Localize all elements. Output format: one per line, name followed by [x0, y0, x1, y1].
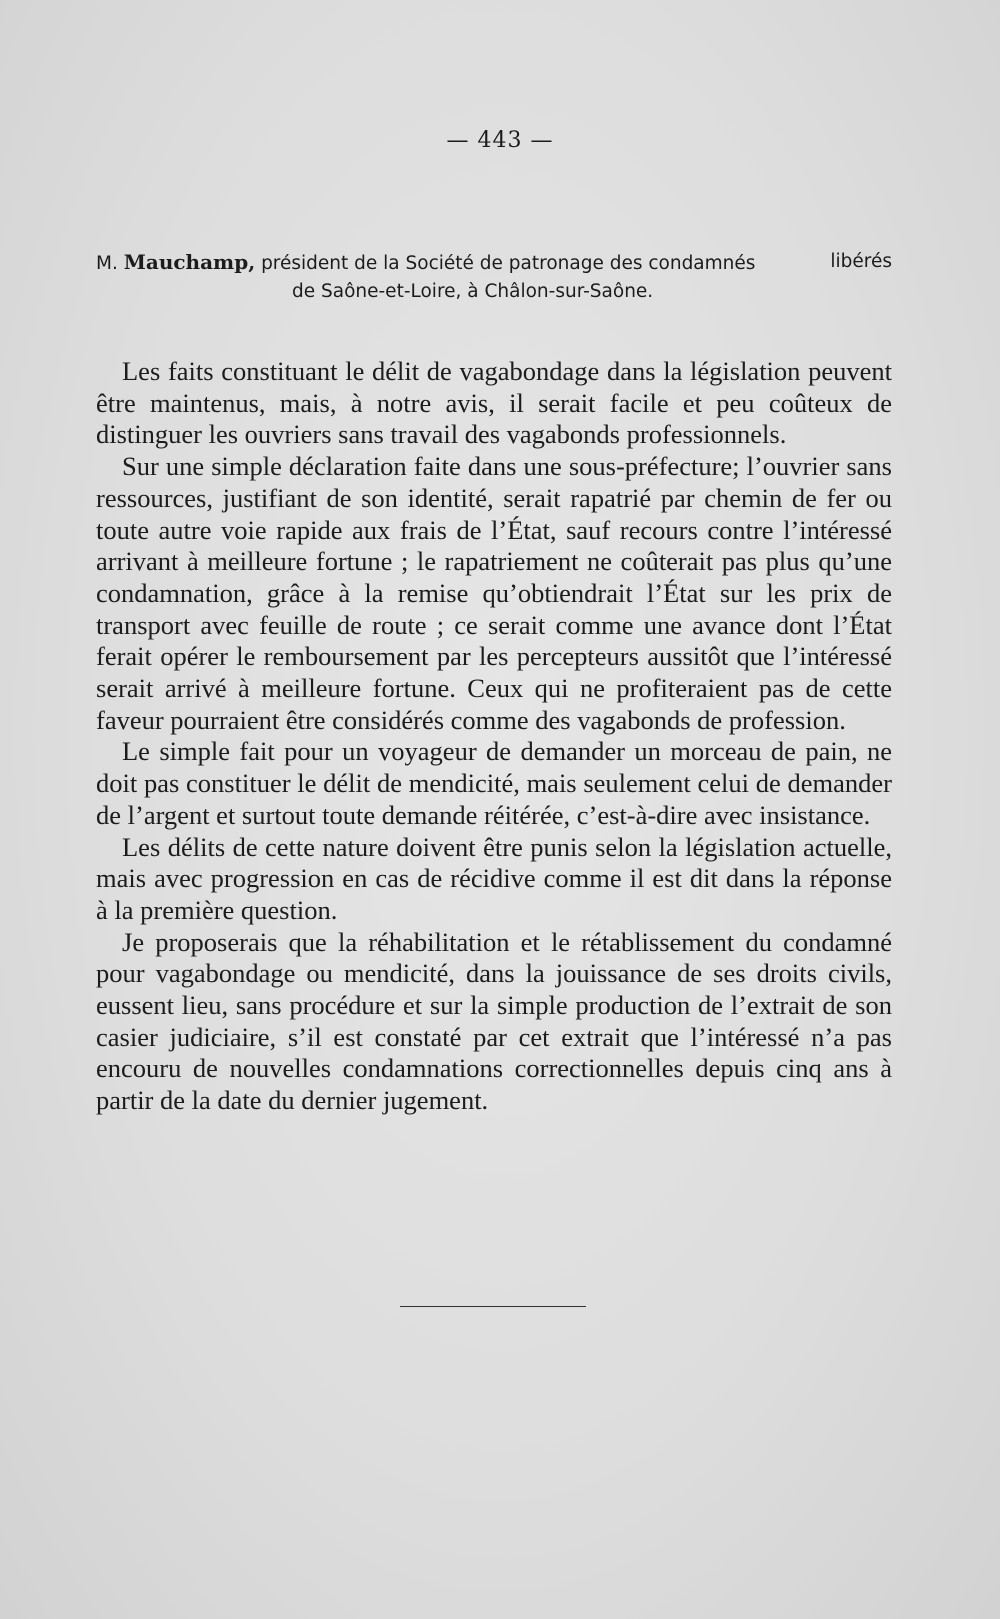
author-header-line-1 — [96, 248, 892, 278]
paragraph: Les délits de cette nature doivent être punis selon la législation actuelle, mais avec progression en cas de récidive comme il est dit dans la réponse à la première question. — [96, 831, 892, 925]
author-title-end: libérés — [830, 251, 892, 272]
paragraph: Les faits constituant le délit de vagabondage dans la législation peuvent être maintenus, mais, à notre avis, il serait facile et peu coûteux de distinguer les ouvriers sans travail des vagabonds professionnels. — [96, 356, 892, 450]
body-text — [96, 356, 892, 1117]
page-number: — 443 — — [446, 128, 554, 153]
paragraph: Sur une simple déclaration faite dans une sous-préfecture; l’ouvrier sans ressources, justifiant de son identité, serait rapatrié par chemin de fer ou toute autre voie rapide aux frais de l’État, sauf recours contre l’intéressé arrivant à meilleure fortune ; le rapatriement ne coûterait pas plus qu’une condamnation, grâce à la remise qu’obtiendrait l’État sur les prix de transport avec feuille de route ; ce serait comme une avance dont l’État ferait opérer le remboursement par les percepteurs aussitôt que l’intéressé serait arrivé à meilleure fortune. Ceux qui ne profiteraient pas de cette faveur pourraient être considérés comme des vagabonds de profession. — [96, 451, 892, 735]
author-prefix: M. — [96, 253, 118, 274]
paragraph: Le simple fait pour un voyageur de demander un morceau de pain, ne doit pas constituer le délit de mendicité, mais seulement celui de demander de l’argent et surtout toute demande réitérée, c’est-à-dire avec insistance. — [96, 736, 892, 830]
paragraph: Je proposerais que la réhabilitation et le rétablissement du condamné pour vagabondage ou mendicité, dans la jouissance de ses droits civils, eussent lieu, sans procédure et sur la simple production de l’extrait de son casier judiciaire, s’il est constaté par cet extrait que l’intéressé n’a pas encouru de nouvelles condamnations correctionnelles depuis cinq ans à partir de la date du dernier jugement. — [96, 926, 892, 1116]
author-header-main — [96, 248, 755, 278]
section-end-rule — [400, 1306, 586, 1307]
author-header-line-2: de Saône-et-Loire, à Châlon-sur-Saône. — [292, 281, 654, 302]
author-header — [96, 248, 892, 306]
author-title: président de la Société de patronage des condamnés — [261, 253, 756, 274]
author-name: Mauchamp, — [123, 250, 256, 274]
